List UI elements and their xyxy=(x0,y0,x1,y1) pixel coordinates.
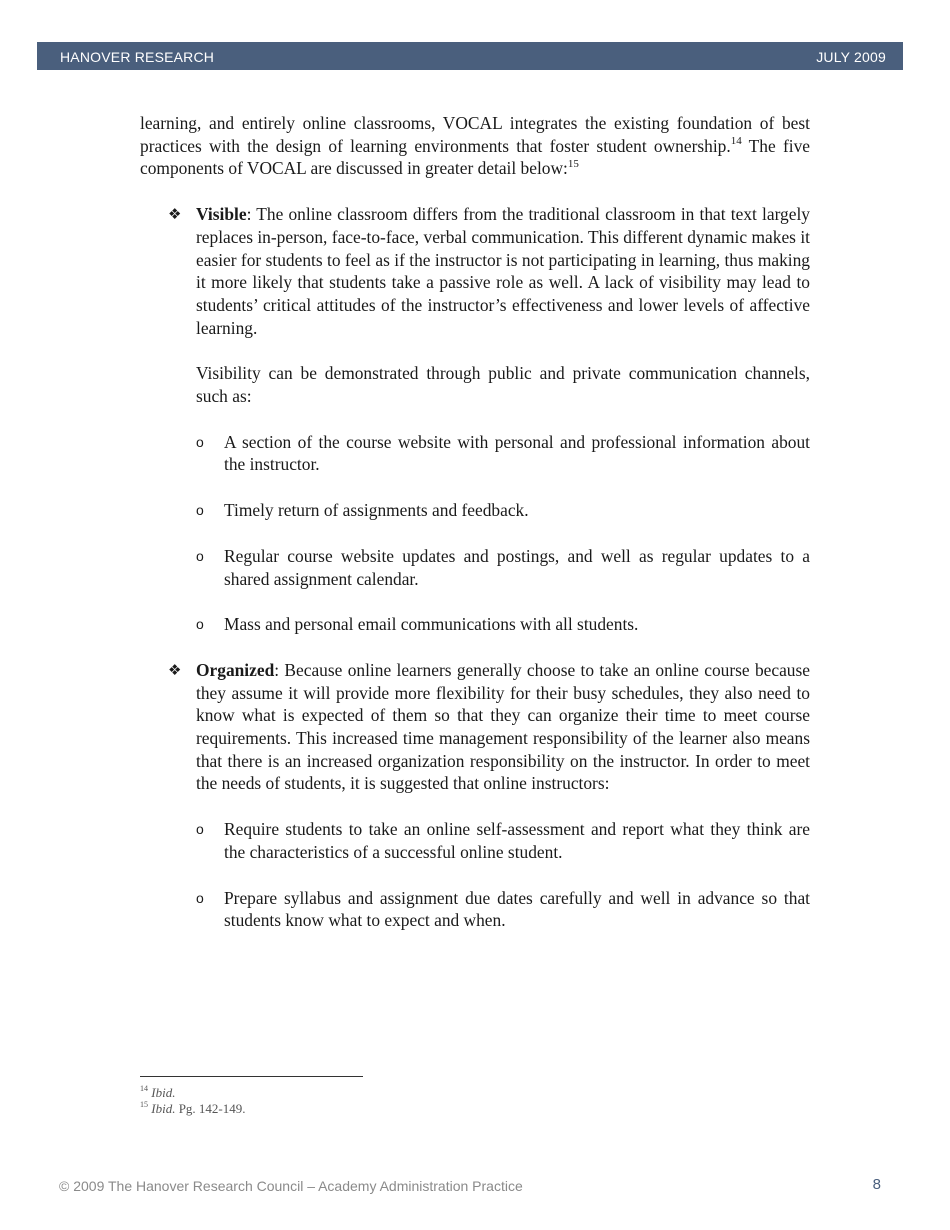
document-body xyxy=(140,112,810,932)
diamond-bullet-icon: ❖ xyxy=(168,660,182,679)
page-header xyxy=(37,42,903,70)
header-date: JULY 2009 xyxy=(816,49,886,65)
footnote-ibid: Ibid. xyxy=(151,1085,176,1100)
footnotes xyxy=(140,1085,246,1117)
page-number: 8 xyxy=(872,1176,881,1193)
visible-term: Visible xyxy=(196,204,247,225)
footnote-number: 15 xyxy=(140,1099,148,1109)
footnote-14 xyxy=(140,1085,246,1101)
bullet-organized xyxy=(140,659,810,795)
footer-copyright: © 2009 The Hanover Research Council – Academy Administration Practice xyxy=(59,1178,523,1194)
diamond-bullet-icon: ❖ xyxy=(168,205,182,224)
visible-item xyxy=(140,613,810,636)
footnote-15 xyxy=(140,1101,246,1117)
visible-text: : The online classroom differs from the traditional classroom in that text largely replaces in-person, face-to-face, verbal communication. This different dynamic makes it easier for students to feel as if the instructor is not participating in learning, thus making it more likely that students take a passive role as well. A lack of visibility may lead to students’ critical attitudes of the instructor’s effectiveness and lower levels of affective learning. xyxy=(196,204,810,338)
visible-item-text: Mass and personal email communications with all students. xyxy=(224,614,639,635)
footnote-ref-15[interactable]: 15 xyxy=(567,157,579,170)
visible-item-text: Timely return of assignments and feedback. xyxy=(224,500,529,521)
footnote-ref-14[interactable]: 14 xyxy=(730,134,742,147)
intro-text-continued: The five components of VOCAL are discussed in greater detail below: xyxy=(140,135,810,179)
circle-bullet-icon: o xyxy=(196,821,204,838)
organized-item xyxy=(140,887,810,932)
intro-text: learning, and entirely online classrooms, VOCAL integrates the existing foundation of best practices with the design of learning environments that foster student ownership. xyxy=(140,113,810,156)
organized-term: Organized xyxy=(196,659,275,680)
organized-item xyxy=(140,818,810,863)
visible-item-text: Regular course website updates and postings, and well as regular updates to a shared assignment calendar. xyxy=(224,545,810,589)
circle-bullet-icon: o xyxy=(196,616,204,633)
footnote-text: Pg. 142-149. xyxy=(175,1101,246,1116)
header-organization: HANOVER RESEARCH xyxy=(60,49,215,65)
circle-bullet-icon: o xyxy=(196,547,204,564)
organized-item-text: Require students to take an online self-assessment and report what they think are the characteristics of a successful online student. xyxy=(224,819,810,862)
visible-item-text: A section of the course website with personal and professional information about the instructor. xyxy=(224,431,810,475)
footnote-divider xyxy=(140,1076,363,1077)
intro-paragraph xyxy=(140,112,810,180)
footnote-number: 14 xyxy=(140,1083,148,1093)
circle-bullet-icon: o xyxy=(196,502,204,519)
visible-item xyxy=(140,499,810,522)
circle-bullet-icon: o xyxy=(196,889,204,906)
visible-paragraph xyxy=(196,203,810,339)
bullet-visible xyxy=(140,203,810,408)
footnote-ibid: Ibid. xyxy=(151,1101,176,1116)
visible-item xyxy=(140,545,810,590)
visible-item xyxy=(140,431,810,476)
organized-paragraph xyxy=(196,659,810,795)
organized-item-text: Prepare syllabus and assignment due dates carefully and well in advance so that students know what to expect and when. xyxy=(224,887,810,931)
circle-bullet-icon: o xyxy=(196,433,204,450)
organized-text: : Because online learners generally choose to take an online course because they assume it will provide more flexibility for their busy schedules, they also need to know what is expected of them so that they can organize their time to meet course requirements. This increased time management responsibility of the learner also means that there is an increased organization responsibility on the instructor. In order to meet the needs of students, it is suggested that online instructors: xyxy=(196,659,810,794)
visible-followup: Visibility can be demonstrated through public and private communication channels, such as: xyxy=(196,363,810,407)
